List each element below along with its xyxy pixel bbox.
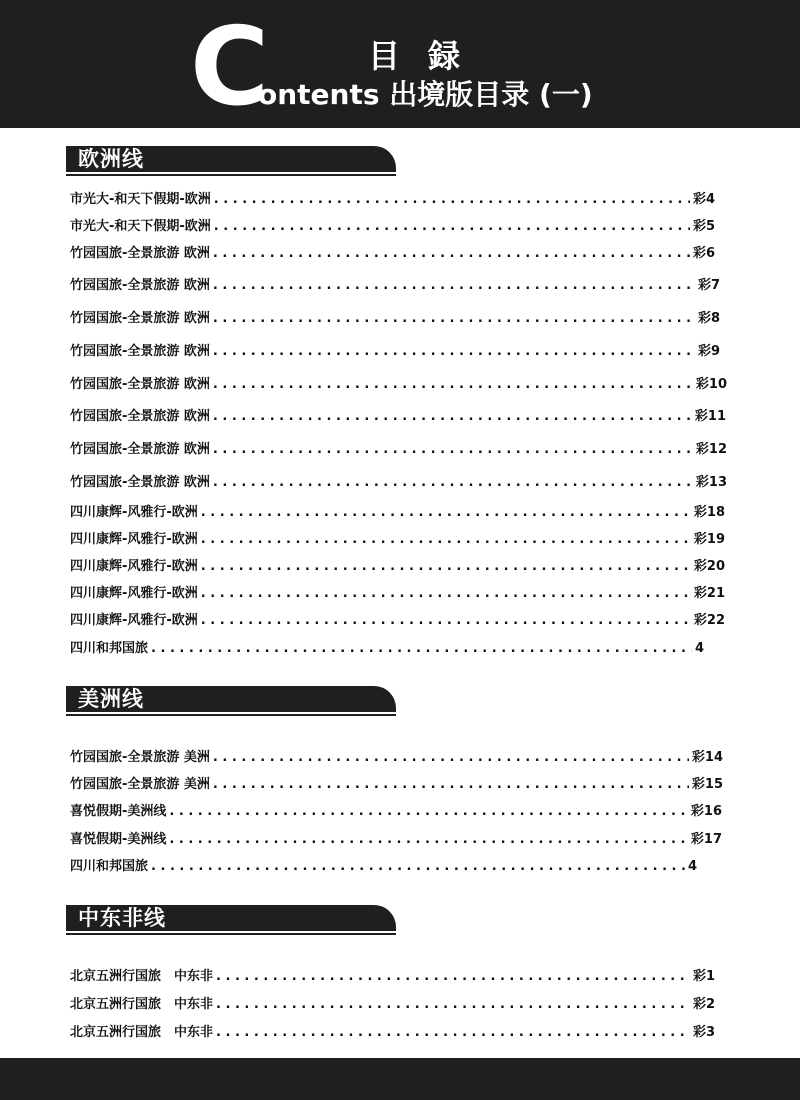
entry-page: 彩19 (693, 532, 725, 547)
toc-entry[interactable] (70, 245, 715, 263)
toc-entry[interactable] (70, 831, 722, 849)
leader-dots (216, 1024, 690, 1042)
entry-title: 竹园国旅-全景旅游 美洲 (70, 750, 210, 765)
leader-dots (201, 585, 691, 603)
entry-title: 竹园国旅-全景旅游 欧洲 (70, 278, 210, 293)
toc-entry[interactable] (70, 803, 722, 821)
leader-dots (216, 996, 690, 1014)
leader-dots (214, 218, 690, 236)
entry-title: 四川和邦国旅 (70, 859, 149, 874)
entry-title: 市光大-和天下假期-欧洲 (70, 219, 211, 234)
leader-dots (214, 191, 690, 209)
toc-entry[interactable] (70, 504, 725, 522)
leader-dots (201, 504, 691, 522)
toc-entry[interactable] (70, 558, 725, 576)
entry-title: 北京五洲行国旅 中东非 (70, 1025, 214, 1040)
toc-entry[interactable] (70, 531, 725, 549)
page-header (0, 0, 800, 128)
leader-dots (213, 776, 689, 794)
entry-page: 彩8 (697, 311, 720, 326)
entry-page: 彩10 (695, 377, 727, 392)
toc-entry[interactable] (70, 612, 725, 630)
entry-title: 竹园国旅-全景旅游 美洲 (70, 777, 210, 792)
entry-title: 竹园国旅-全景旅游 欧洲 (70, 475, 210, 490)
entry-page: 4 (687, 859, 697, 874)
leader-dots (201, 558, 691, 576)
entry-title: 四川康辉-风雅行-欧洲 (70, 532, 198, 547)
toc-entry[interactable] (70, 968, 715, 986)
entry-page: 4 (694, 641, 704, 656)
leader-dots (213, 376, 693, 394)
entry-title: 竹园国旅-全景旅游 欧洲 (70, 246, 210, 261)
section-label: 欧洲线 (78, 147, 144, 171)
entry-page: 彩18 (693, 505, 725, 520)
leader-dots (213, 441, 693, 459)
entry-title: 竹园国旅-全景旅游 欧洲 (70, 344, 210, 359)
entry-title: 竹园国旅-全景旅游 欧洲 (70, 442, 210, 457)
toc-entry[interactable] (70, 996, 715, 1014)
toc-entry[interactable] (70, 376, 727, 394)
entry-title: 四川康辉-风雅行-欧洲 (70, 613, 198, 628)
entry-page: 彩21 (693, 586, 725, 601)
toc-entry[interactable] (70, 1024, 715, 1042)
entry-page: 彩14 (691, 750, 723, 765)
entry-page: 彩17 (690, 832, 722, 847)
entry-title: 喜悦假期-美洲线 (70, 804, 167, 819)
entry-page: 彩12 (695, 442, 727, 457)
page-footer-bar (0, 1058, 800, 1100)
leader-dots (213, 749, 689, 767)
leader-dots (213, 310, 695, 328)
leader-dots (213, 474, 693, 492)
entry-page: 彩20 (693, 559, 725, 574)
leader-dots (216, 968, 690, 986)
toc-entry[interactable] (70, 408, 726, 426)
leader-dots (213, 277, 695, 295)
toc-entry[interactable] (70, 585, 725, 603)
entry-page: 彩9 (697, 344, 720, 359)
entry-page: 彩4 (692, 192, 715, 207)
toc-entry[interactable] (70, 191, 715, 209)
entry-page: 彩2 (692, 997, 715, 1012)
leader-dots (151, 858, 685, 876)
entry-title: 喜悦假期-美洲线 (70, 832, 167, 847)
section-header-europe (66, 146, 396, 178)
entry-title: 四川康辉-风雅行-欧洲 (70, 586, 198, 601)
entry-title: 竹园国旅-全景旅游 欧洲 (70, 377, 210, 392)
section-header-underline (66, 174, 396, 176)
toc-entry[interactable] (70, 441, 727, 459)
page-title-english: ontents 出境版目录 (一) (258, 78, 593, 111)
leader-dots (213, 343, 695, 361)
entry-page: 彩5 (692, 219, 715, 234)
toc-entry[interactable] (70, 640, 704, 658)
entry-title: 竹园国旅-全景旅游 欧洲 (70, 311, 210, 326)
page-title-chinese: 目録 (368, 37, 489, 75)
entry-page: 彩15 (691, 777, 723, 792)
leader-dots (213, 245, 690, 263)
leader-dots (201, 612, 691, 630)
section-label: 中东非线 (78, 906, 166, 930)
leader-dots (169, 803, 688, 821)
entry-page: 彩22 (693, 613, 725, 628)
entry-title: 四川和邦国旅 (70, 641, 149, 656)
entry-title: 四川康辉-风雅行-欧洲 (70, 505, 198, 520)
section-header-underline (66, 933, 396, 935)
section-header-americas (66, 686, 396, 718)
leader-dots (213, 408, 692, 426)
entry-page: 彩1 (692, 969, 715, 984)
entry-page: 彩6 (692, 246, 715, 261)
toc-entry[interactable] (70, 749, 723, 767)
leader-dots (151, 640, 692, 658)
section-header-middle-east-africa (66, 905, 396, 937)
contents-initial-letter: C (190, 5, 270, 130)
toc-entry[interactable] (70, 310, 720, 328)
toc-entry[interactable] (70, 858, 697, 876)
section-header-underline (66, 714, 396, 716)
entry-page: 彩7 (697, 278, 720, 293)
toc-entry[interactable] (70, 343, 720, 361)
entry-page: 彩11 (694, 409, 726, 424)
toc-entry[interactable] (70, 277, 720, 295)
toc-entry[interactable] (70, 776, 723, 794)
entry-title: 四川康辉-风雅行-欧洲 (70, 559, 198, 574)
entry-title: 市光大-和天下假期-欧洲 (70, 192, 211, 207)
leader-dots (169, 831, 688, 849)
entry-page: 彩16 (690, 804, 722, 819)
toc-entry[interactable] (70, 218, 715, 236)
entry-title: 北京五洲行国旅 中东非 (70, 997, 214, 1012)
entry-title: 竹园国旅-全景旅游 欧洲 (70, 409, 210, 424)
toc-entry[interactable] (70, 474, 727, 492)
leader-dots (201, 531, 691, 549)
section-label: 美洲线 (78, 687, 144, 711)
entry-title: 北京五洲行国旅 中东非 (70, 969, 214, 984)
entry-page: 彩3 (692, 1025, 715, 1040)
entry-page: 彩13 (695, 475, 727, 490)
